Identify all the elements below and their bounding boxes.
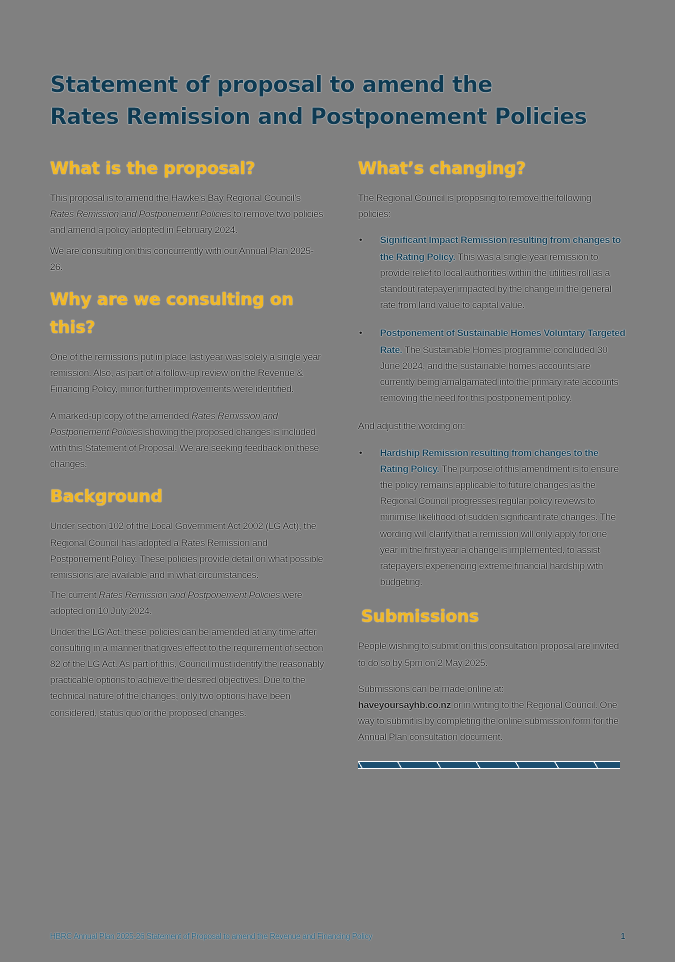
page-number: 1 [620,932,625,941]
page-title-line-2: Rates Remission and Postponement Policies [50,105,587,130]
heading-submissions: Submissions [361,607,479,628]
text-run: or in writing to the Regional Council. One way to submit is by completing the online submission form for the Annual Plan consultation document. [358,700,619,744]
background-paragraph-1: Under section 102 of the Local Government Act 2002 (LG Act), the Regional Council has adopted a Rates Remission and Postponement Policy. These policies provide detail on what possible remissions are available and in what circumstances. [50,521,324,582]
policy-title: Postponement of Sustainable Homes Voluntary Targeted Rate. [380,328,626,356]
heading-why-consulting: Why are we consulting on this? [50,290,294,339]
text-run: This proposal is to amend the Hawke's Bay Regional Council's [50,193,301,204]
text-run: to remove two policies and amend a policy adopted in February 2024. [50,209,324,237]
changing-intro: The Regional Council is proposing to remove the following policies: [358,193,592,221]
submissions-paragraph-1: People wishing to submit on this consultation proposal are invited to do so by 5pm on 2 May 2025. [358,641,619,669]
why-paragraph-1: One of the remissions put in place last year was solely a single year remission. Also, as part of a follow-up review on the Revenue & Financing Policy, minor further improvements were identified. [50,352,321,396]
background-paragraph-3: Under the LG Act, these policies can be amended at any time after consulting in a manner that gives effect to the requirement of section 82 of the LG Act. As part of this, Council must identify the reasonably practicable options to achieve the desired objectives. Due to the technical nature of the changes, only two options have been considered, status quo or the proposed changes. [50,626,324,719]
remove-policies-list [358,233,626,407]
list-item [358,326,626,407]
policy-description: The Sustainable Homes programme concluded 30 June 2024, and the sustainable homes accounts are currently being amalgamated into the primary rate accounts removing the need for this postponement policy. [380,344,619,405]
heading-whats-changing: What’s changing? [358,159,526,179]
section-background [50,483,325,721]
why-paragraph-2 [50,409,325,474]
policy-description: This was a single year remission to provide relief to local authorities within the utilities roll as a standout ratepayer impacted by the change in the general rate from land value to capital value. [380,251,612,312]
text-run: The current [50,590,99,602]
section-whats-changing [358,155,626,591]
proposal-paragraph-1 [50,191,325,240]
submissions-paragraph-2 [358,682,626,747]
text-run: were adopted on 10 July 2024. [50,590,303,618]
section-why-consulting [50,286,325,473]
page-title [50,70,630,134]
page-title-line-1: Statement of proposal to amend the [50,73,493,98]
page-footer [50,932,625,941]
section-submissions [358,603,626,768]
heading-background: Background [50,487,163,508]
adjust-intro: And adjust the wording on: [358,421,466,433]
policy-title: Significant Impact Remission resulting from changes to the Rating Policy. [380,235,621,263]
text-run: A marked-up copy of the amended [50,410,192,422]
policy-title: Hardship Remission resulting from changes to the Rating Policy. [380,447,599,475]
bullet-icon: • [359,328,363,340]
decorative-pattern-bar [358,761,620,769]
policy-name-italic: Rates Remission and Postponement Policies [98,590,280,602]
left-column [50,155,325,726]
bullet-icon: • [359,235,363,247]
haveyoursay-link[interactable]: haveyoursayhb.co.nz [358,700,451,712]
background-paragraph-2 [50,588,325,620]
proposal-paragraph-2: We are consulting on this concurrently with our Annual Plan 2025-26. [50,245,314,273]
text-run: showing the proposed changes is included with this Statement of Proposal. We are seeking feedback on these changes. [50,426,319,471]
section-proposal [50,155,325,276]
right-column [358,155,626,769]
bullet-icon: • [359,447,363,459]
list-item [358,446,626,592]
footer-text: HBRC Annual Plan 2025-26 Statement of Proposal to amend the Revenue and Financing Policy [50,932,373,941]
policy-name-italic: Rates Remission and Postponement Policies [50,410,278,438]
policy-name-italic: Rates Remission and Postponement Policies [50,209,232,221]
heading-proposal: What is the proposal? [50,159,256,179]
policy-description: The purpose of this amendment is to ensure the policy remains applicable to future changes as the Regional Council progresses regular policy reviews to minimise likelihood of sudden significant rate changes. The wording will clarify that a remission will only apply for one year in the first year a change is implemented, to assist ratepayers experiencing extreme financial hardship with budgeting. [380,463,619,589]
text-run: Submissions can be made online at: [358,683,504,695]
list-item [358,233,626,314]
adjust-policies-list [358,446,626,592]
